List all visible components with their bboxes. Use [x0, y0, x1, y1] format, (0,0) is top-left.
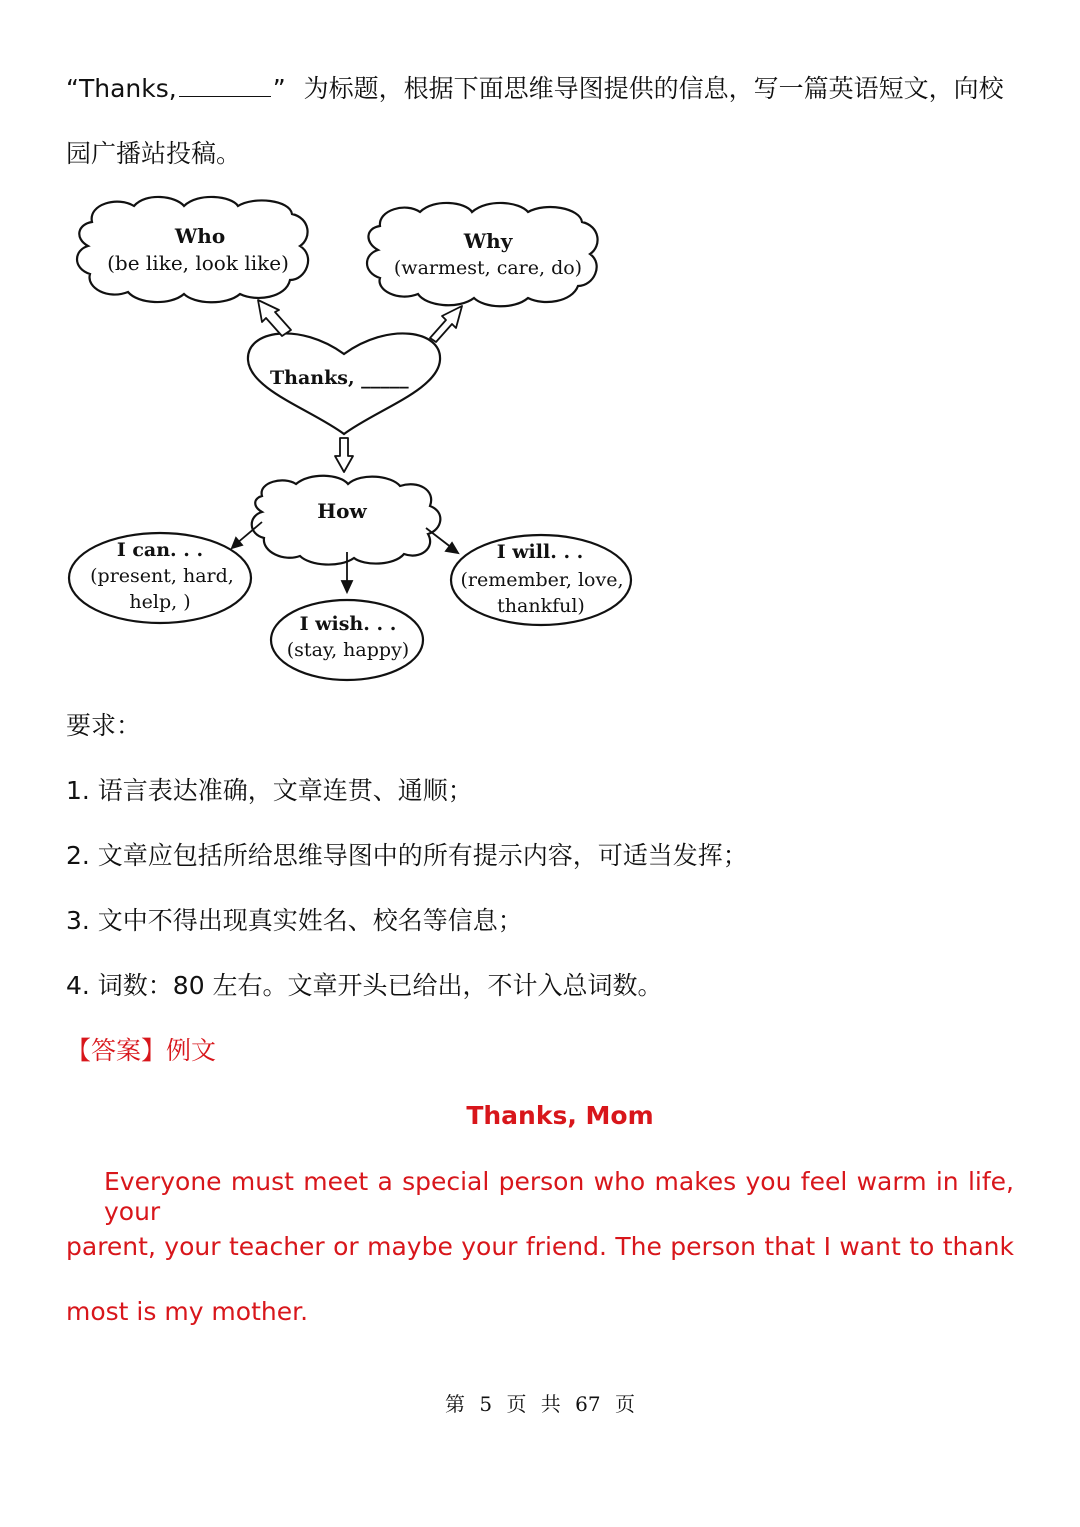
requirement-4: 4. 词数：80 左右。文章开头已给出，不计入总词数。 [66, 971, 663, 1000]
wish-hint: (stay, happy) [286, 639, 410, 661]
essay-line-2: parent, your teacher or maybe your friend. The person that I want to thank [66, 1232, 1014, 1261]
essay-line-3: most is my mother. [66, 1297, 309, 1326]
will-hint-1: (remember, love, [460, 569, 624, 591]
who-title: Who [174, 224, 226, 248]
center-label: Thanks, _____ [270, 367, 409, 389]
page-number: 第 5 页 共 67 页 [445, 1392, 635, 1416]
can-hint-1: (present, hard, [90, 565, 234, 587]
can-title: I can. . . [116, 539, 204, 561]
essay-line-1: Everyone must meet a special person who makes you feel warm in life, your [104, 1167, 1014, 1226]
requirement-3: 3. 文中不得出现真实姓名、校名等信息； [66, 906, 523, 935]
essay-title: Thanks, Mom [466, 1101, 654, 1130]
intro-text: 为标题，根据下面思维导图提供的信息，写一篇英语短文，向校 [303, 74, 1004, 103]
arrow-to-who [258, 300, 291, 336]
wish-title: I wish. . . [299, 613, 397, 635]
requirements-heading: 要求： [66, 711, 142, 740]
will-title: I will. . . [496, 541, 584, 563]
who-hint: (be like, look like) [107, 251, 289, 275]
quote-close: ” [272, 74, 286, 103]
requirement-2: 2. 文章应包括所给思维导图中的所有提示内容，可适当发挥； [66, 841, 748, 870]
intro-line-2: 园广播站投稿。 [66, 139, 242, 168]
mind-map [0, 0, 1080, 700]
answer-label: 【答案】例文 [66, 1036, 217, 1065]
who-cloud [77, 197, 308, 302]
quote-open: “Thanks, [66, 74, 177, 103]
arrow-to-wish [342, 581, 352, 592]
can-hint-2: help, ) [129, 591, 191, 613]
arrow-to-how [335, 438, 353, 472]
why-title: Why [463, 229, 513, 253]
why-hint: (warmest, care, do) [393, 257, 583, 279]
will-hint-2: thankful) [497, 595, 585, 617]
why-cloud [367, 203, 598, 306]
how-title: How [317, 499, 367, 523]
requirement-1: 1. 语言表达准确，文章连贯、通顺； [66, 776, 473, 805]
arrow-to-why [430, 306, 462, 342]
